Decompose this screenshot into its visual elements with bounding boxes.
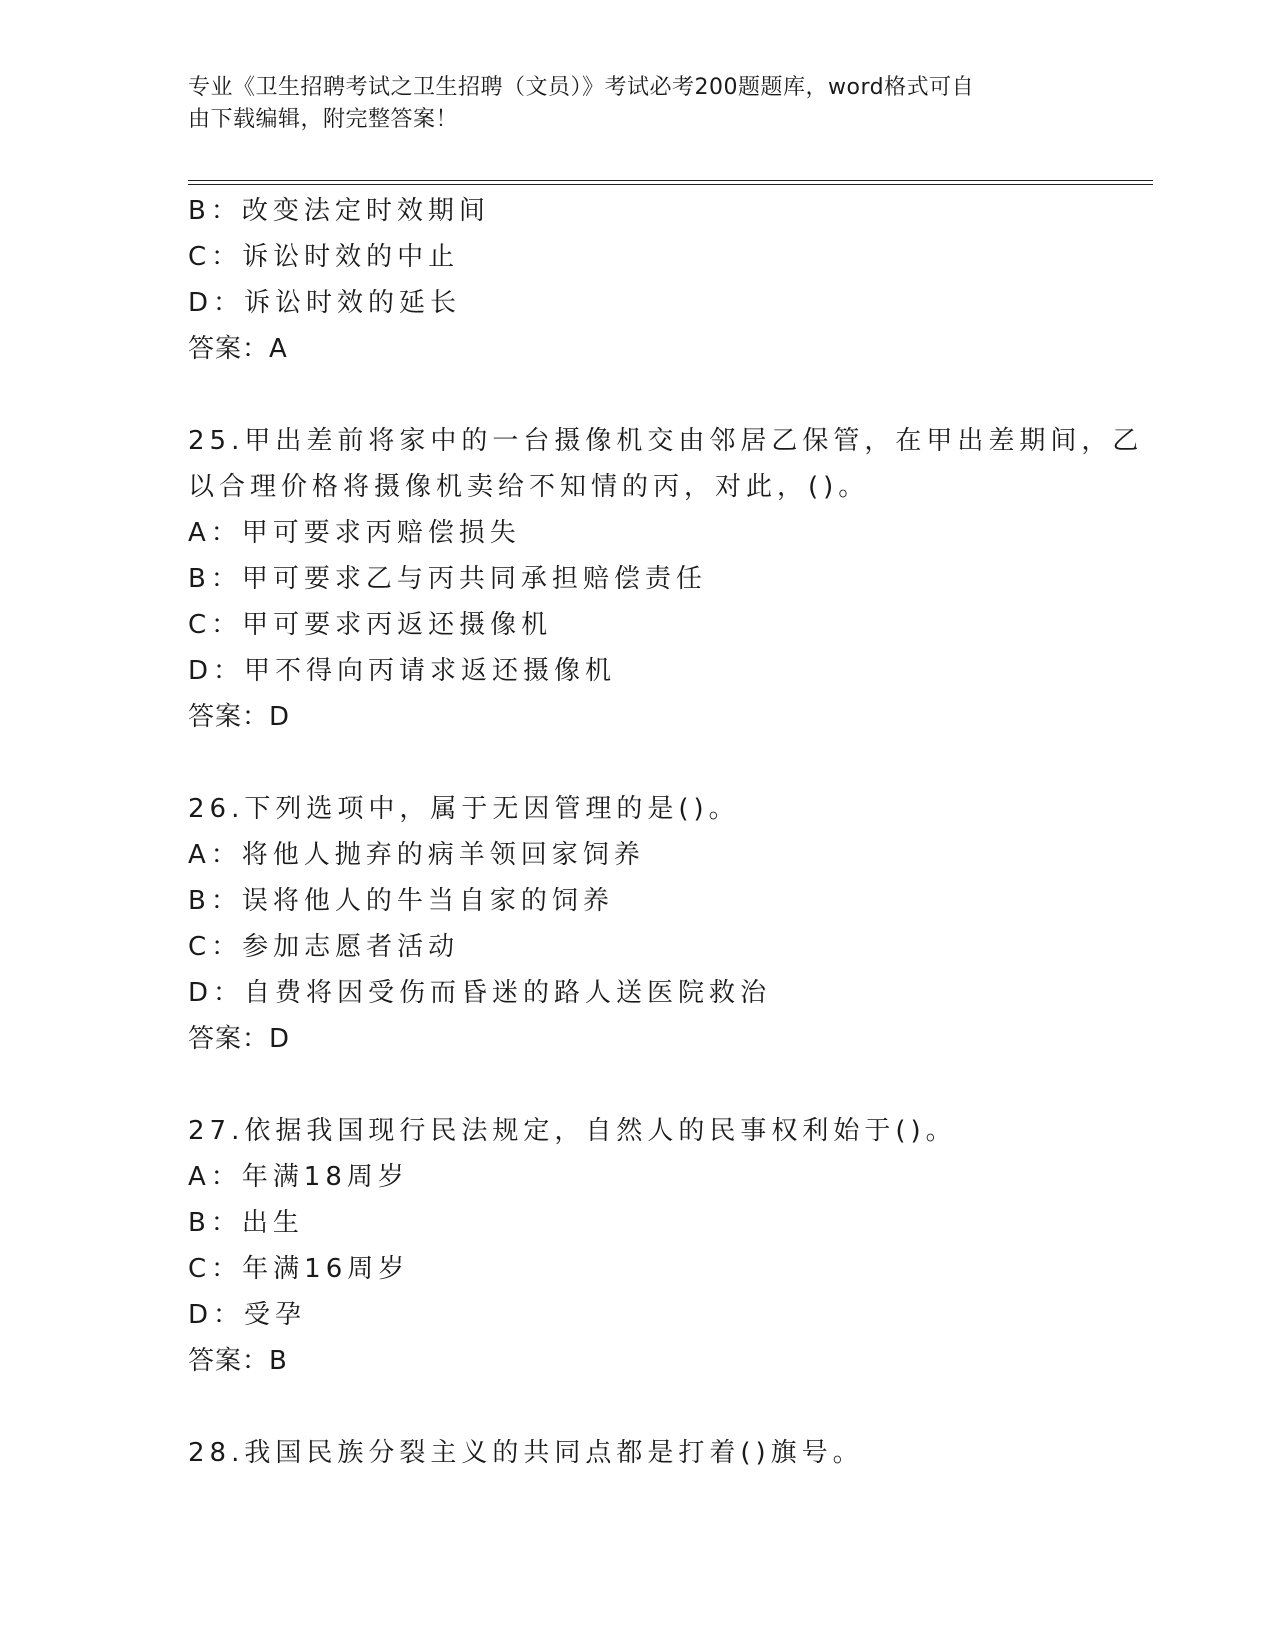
answer-line: 答案：D [188,1024,291,1054]
question-stem: 26.下列选项中，属于无因管理的是()。 [188,794,740,824]
header-line-1: 专业《卫生招聘考试之卫生招聘（文员）》考试必考200题题库，word格式可自 [188,75,975,100]
option-d: D：诉讼时效的延长 [188,288,462,318]
question-24-continued [188,188,1148,372]
question-26 [188,786,1148,1062]
question-list [188,188,1148,1476]
header-divider [188,180,1153,185]
option-c: C：甲可要求丙返还摄像机 [188,610,553,640]
option-c: C：参加志愿者活动 [188,932,460,962]
divider-line-2 [188,184,1153,185]
option-a: A：甲可要求丙赔偿损失 [188,518,521,548]
document-header [188,72,1088,136]
question-stem: 28.我国民族分裂主义的共同点都是打着()旗号。 [188,1438,864,1468]
divider-line-1 [188,180,1153,181]
option-c: C：年满16周岁 [188,1254,410,1284]
option-b: B：甲可要求乙与丙共同承担赔偿责任 [188,564,707,594]
question-stem: 27.依据我国现行民法规定，自然人的民事权利始于()。 [188,1116,957,1146]
option-c: C：诉讼时效的中止 [188,242,460,272]
option-b: B：出生 [188,1208,304,1238]
answer-line: 答案：D [188,702,291,732]
question-27 [188,1108,1148,1384]
answer-line: 答案：A [188,334,288,364]
option-a: A：年满18周岁 [188,1162,409,1192]
option-b: B：误将他人的牛当自家的饲养 [188,886,614,916]
option-a: A：将他人抛弃的病羊领回家饲养 [188,840,645,870]
question-stem: 25.甲出差前将家中的一台摄像机交由邻居乙保管，在甲出差期间，乙 [188,426,1144,456]
answer-line: 答案：B [188,1346,288,1376]
option-d: D：自费将因受伤而昏迷的路人送医院救治 [188,978,772,1008]
question-stem: 以合理价格将摄像机卖给不知情的丙，对此，()。 [188,472,870,502]
header-line-2: 由下载编辑，附完整答案！ [188,107,459,132]
option-d: D：受孕 [188,1300,307,1330]
option-b: B：改变法定时效期间 [188,196,490,226]
option-d: D：甲不得向丙请求返还摄像机 [188,656,617,686]
question-25 [188,418,1148,740]
question-28 [188,1430,1148,1476]
